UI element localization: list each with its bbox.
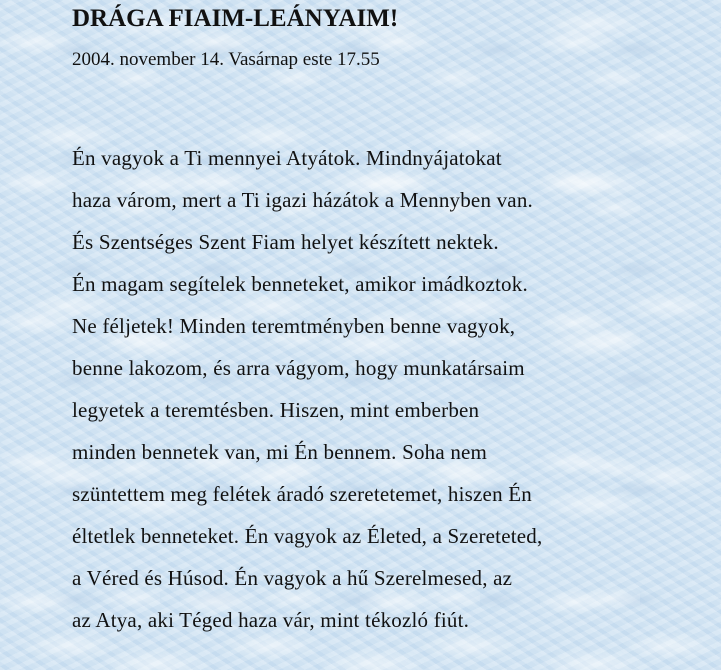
body-line: minden bennetek van, mi Én bennem. Soha nem: [72, 440, 488, 464]
body-line: Ne féljetek! Minden teremtményben benne vagyok,: [72, 314, 516, 338]
body-line: És Szentséges Szent Fiam helyet készített nektek.: [72, 230, 499, 254]
body-line: az Atya, aki Téged haza vár, mint tékozló fiút.: [72, 608, 470, 632]
body-line: benne lakozom, és arra vágyom, hogy munkatársaim: [72, 356, 525, 380]
body-line: a Véred és Húsod. Én vagyok a hű Szerelmesed, az: [72, 566, 513, 590]
body-line: Én magam segítelek benneteket, amikor imádkoztok.: [72, 272, 528, 296]
dateline: 2004. november 14. Vasárnap este 17.55: [72, 49, 380, 70]
body-line: legyetek a teremtésben. Hiszen, mint emberben: [72, 398, 480, 422]
body-line: éltetlek benneteket. Én vagyok az Életed, a Szereteted,: [72, 524, 543, 548]
body-line: haza várom, mert a Ti igazi házátok a Mennyben van.: [72, 188, 533, 212]
body-line: Én vagyok a Ti mennyei Atyátok. Mindnyájatokat: [72, 146, 502, 170]
body-line: szüntettem meg felétek áradó szeretetemet, hiszen Én: [72, 482, 532, 506]
message-body: [72, 137, 712, 641]
page-title: DRÁGA FIAIM-LEÁNYAIM!: [72, 5, 399, 32]
